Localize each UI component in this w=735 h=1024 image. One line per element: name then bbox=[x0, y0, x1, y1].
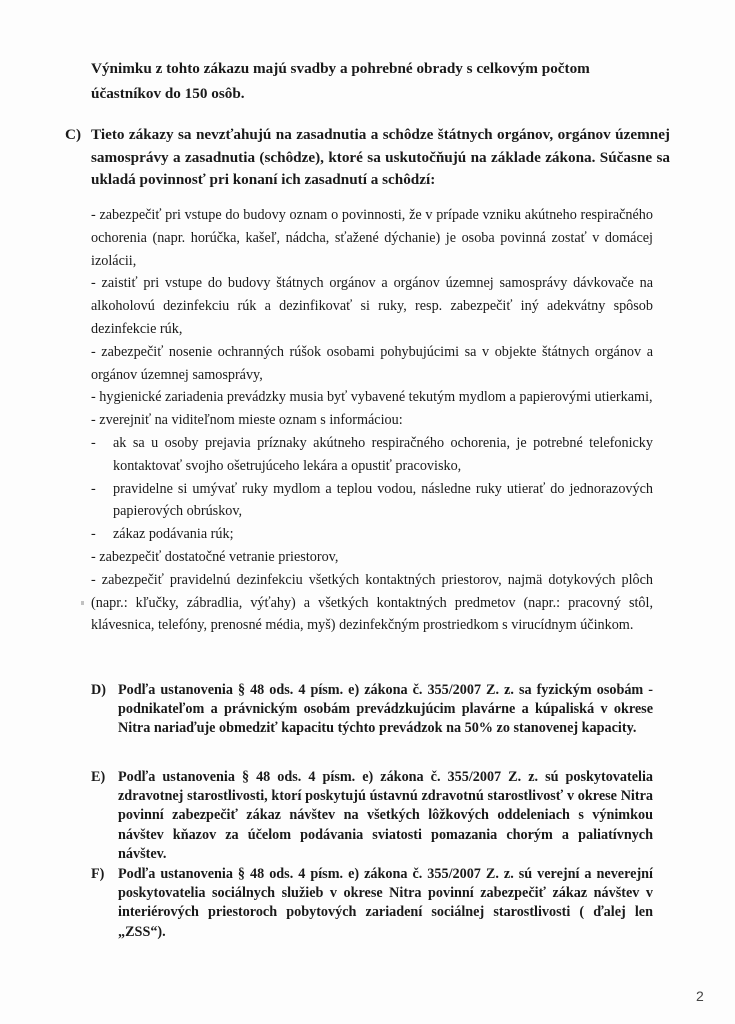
section-c-label: C) bbox=[65, 126, 82, 143]
section-f-text: Podľa ustanovenia § 48 ods. 4 písm. e) zákona č. 355/2007 Z. z. sú verejní a neverejní poskytovatelia sociálnych služieb v okrese Nitra povinní zabezpečiť zákaz návštev v interiérových priestoroch pobytových zariadení sociálnej starostlivosti ( ďalej len „ZSS“). bbox=[118, 866, 653, 940]
obligation-item: - zabezpečiť pri vstupe do budovy oznam o povinnosti, že v prípade vzniku akútneho respiračného ochorenia (napr. horúčka, kašeľ, nádcha, sťažené dýchanie) je osoba povinná zostať v domácej izolácii, bbox=[91, 207, 653, 269]
obligation-item: - zabezpečiť dostatočné vetranie priestorov, bbox=[91, 548, 339, 565]
section-e-text: Podľa ustanovenia § 48 ods. 4 písm. e) zákona č. 355/2007 Z. z. sú poskytovatelia zdravotnej starostlivosti, ktorí poskytujú ústavnú zdravotnú starostlivosť v okrese Nitra povinní zabezpečiť zákaz návštev na všetkých lôžkových oddeleniach s výnimkou návštev kňazov za účelom podávania sviatosti pomazania chorým a paliatívnych návštev. bbox=[118, 769, 653, 862]
section-f-label: F) bbox=[91, 866, 105, 882]
notice-item bbox=[91, 432, 653, 478]
obligation-item: - zverejniť na viditeľnom mieste oznam s informáciou: bbox=[91, 412, 403, 429]
dash-bullet: - bbox=[91, 526, 96, 543]
section-c bbox=[65, 124, 670, 192]
section-f bbox=[91, 865, 653, 942]
notice-item-text: zákaz podávania rúk; bbox=[113, 526, 234, 543]
obligation-item: - hygienické zariadenia prevádzky musia byť vybavené tekutým mydlom a papierovými utierkami, bbox=[91, 389, 653, 406]
scan-speck bbox=[81, 601, 84, 605]
section-d-label: D) bbox=[91, 682, 106, 698]
section-c-text: Tieto zákazy sa nevzťahujú na zasadnutia a schôdze štátnych orgánov, orgánov územnej samosprávy a zasadnutia (schôdze), ktoré sa uskutočňujú na základe zákona. Súčasne sa ukladá povinnosť pri konaní ich zasadnutí a schôdzí: bbox=[91, 126, 670, 188]
obligation-item: - zaistiť pri vstupe do budovy štátnych orgánov a orgánov územnej samosprávy dávkovače na alkoholovú dezinfekciu rúk a dezinfikovať si ruky, resp. zabezpečiť iný adekvátny spôsob dezinfekcie rúk, bbox=[91, 275, 653, 337]
notice-item bbox=[91, 523, 653, 546]
obligation-item: - zabezpečiť pravidelnú dezinfekciu všetkých kontaktných priestorov, najmä dotykových plôch (napr.: kľučky, zábradlia, výťahy) a všetkých kontaktných predmetov (napr.: pracovný stôl, klávesnica, telefóny, prenosné média, myš) dezinfekčným prostriedkom s virucídnym účinkom. bbox=[91, 571, 653, 634]
section-d-text: Podľa ustanovenia § 48 ods. 4 písm. e) zákona č. 355/2007 Z. z. sa fyzickým osobám - podnikateľom a právnickým osobám prevádzkujúcim plavárne a kúpaliská v okrese Nitra nariaďuje obmedziť kapacitu týchto prevádzok na 50% zo stanovenej kapacity. bbox=[118, 682, 653, 737]
intro-paragraph: Výnimku z tohto zákazu majú svadby a pohrebné obrady s celkovým počtom účastníkov do 150 osôb. bbox=[91, 60, 590, 102]
page-number: 2 bbox=[696, 988, 704, 1004]
dash-bullet: - bbox=[91, 434, 96, 451]
dash-bullet: - bbox=[91, 480, 96, 497]
notice-item bbox=[91, 478, 653, 524]
obligations-list bbox=[91, 204, 653, 637]
section-e bbox=[91, 768, 653, 864]
notice-item-text: pravidelne si umývať ruky mydlom a teplou vodou, následne ruky utierať do jednorazových papierových obrúskov, bbox=[113, 480, 653, 520]
section-d bbox=[91, 681, 653, 739]
obligation-item: - zabezpečiť nosenie ochranných rúšok osobami pohybujúcimi sa v objekte štátnych orgánov a orgánov územnej samosprávy, bbox=[91, 343, 653, 383]
section-e-label: E) bbox=[91, 769, 106, 785]
notice-item-text: ak sa u osoby prejavia príznaky akútneho respiračného ochorenia, je potrebné telefonicky kontaktovať svojho ošetrujúceho lekára a opustiť pracovisko, bbox=[113, 434, 653, 474]
